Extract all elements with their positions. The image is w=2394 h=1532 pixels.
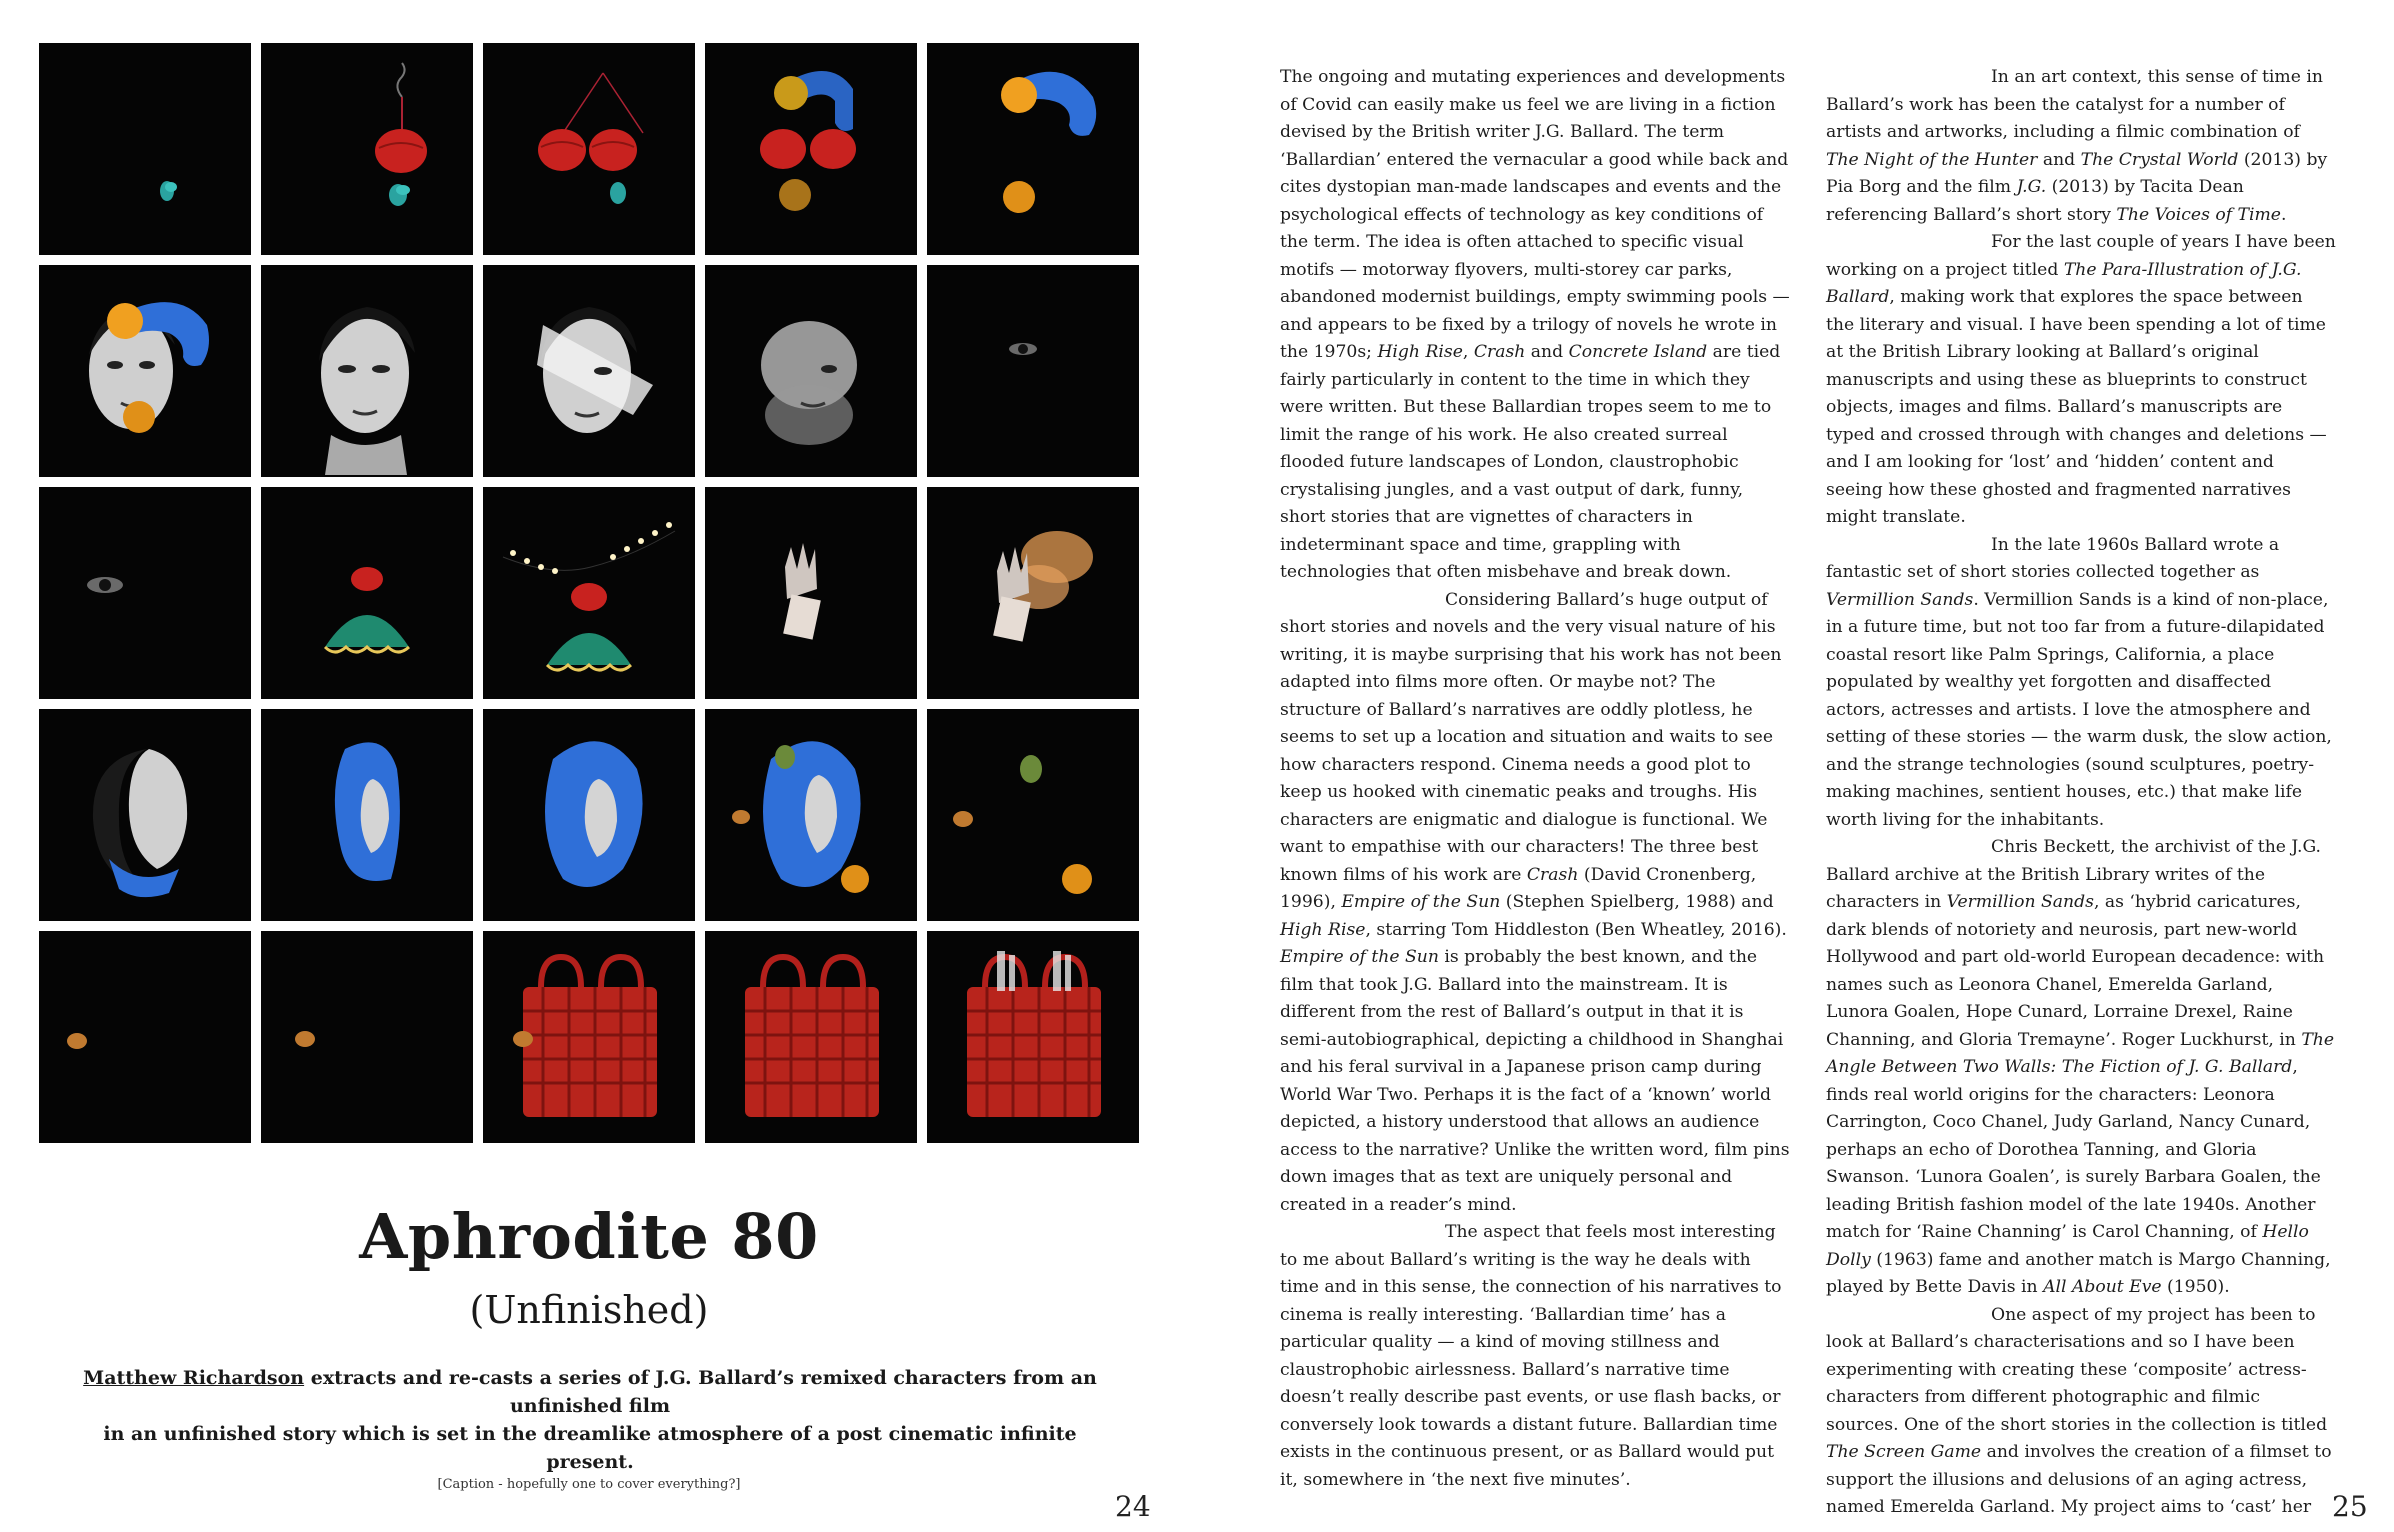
italic-title: Concrete Island [1568,342,1708,362]
paragraph [1826,229,2336,532]
grid-tile-r4c3 [483,709,695,921]
text-run: (2013) by Tacita Dean referencing Ballard’s short story [1826,177,2244,225]
page-number-left: 24 [1115,1490,1151,1523]
text-run: and [2037,149,2081,170]
grid-tile-r1c4 [705,43,917,255]
text-run: , finds real world origins for the characters: Leonora Carrington, Coco Chanel, Judy Garland, Nancy Cunard, perhaps an echo of Dorothea Tanning, and Gloria Swanson. ‘Lunora Goalen’, is surely Barbara Goalen, the leading British fashion model of the late 1940s. Another match for ‘Raine Channing’ is Carol Channing, of [1826,1057,2321,1242]
italic-title: Crash [1473,342,1526,362]
grid-tile-r3c1 [39,487,251,699]
text-run: and involves the creation of a filmset to support the illusions and delusions of an aging actress, named Emerelda Garland. My project aims to ‘cast’ her [1826,1442,2332,1517]
italic-title: J.G. [2016,177,2047,197]
paragraph [1280,64,1790,587]
italic-title: The Night of the Hunter [1826,149,2038,170]
italic-title: Hello Dolly [1826,1222,2309,1270]
italic-title: Vermillion Sands [1826,589,1974,610]
text-run: In an art context, this sense of time in Ballard’s work has been the catalyst for a number of artists and artworks, including a filmic combination of [1826,67,2323,142]
text-run: Considering Ballard’s huge output of short stories and novels and the very visual nature of his writing, it is maybe surprising that his work has not been adapted into films more often. Or maybe not? The structure of Ballard’s narratives are oddly plotless, he seems to set up a location and situation and waits to see how characters respond. Cinema needs a good plot to keep us hooked with cinematic peaks and troughs. His characters are enigmatic and dialogue is functional. We want to empathise with our characters! The three best known films of his work are [1280,589,1782,885]
grid-tile-r1c1 [39,43,251,255]
grid-tile-r4c1 [39,709,251,921]
italic-title: High Rise [1280,919,1366,940]
grid-tile-r4c5 [927,709,1139,921]
italic-title: Vermillion Sands [1946,892,2094,912]
article-subhead: (Unfinished) [469,1288,709,1332]
grid-tile-r3c3 [483,487,695,699]
grid-tile-r2c5 [927,265,1139,477]
standfirst-line2: in an unfinished story which is set in the dreamlike atmosphere of a post cinematic infinite present. [103,1423,1077,1473]
grid-tile-r5c3 [483,931,695,1143]
grid-tile-r1c2 [261,43,473,255]
text-run: (1963) fame and another match is Margo Channing, played by Bette Davis in [1826,1249,2331,1297]
paragraph [1280,587,1790,1220]
italic-title: Empire of the Sun [1280,947,1439,967]
text-run: , as ‘hybrid caricatures, dark blends of notoriety and neurosis, part new-world Hollywood and part old-world European decadence: with names such as Leonora Chanel, Emerelda Garland, Lunora Goalen, Hope Cunard, Lorraine Drexel, Raine Channing, and Gloria Tremayne’. Roger Luckhurst, in [1826,892,2325,1050]
text-run: . [2280,204,2287,225]
text-run: For the last couple of years I have been working on a project titled [1826,232,2336,280]
grid-tile-r3c2 [261,487,473,699]
text-run: (2013) by Pia Borg and the film [1826,149,2328,197]
text-run: , starring Tom Hiddleston (Ben Wheatley, 2016). [1365,919,1787,940]
grid-tile-r1c5 [927,43,1139,255]
italic-title: Empire of the Sun [1341,892,1501,912]
italic-title: The Screen Game [1826,1442,1982,1462]
grid-tile-r5c1 [39,931,251,1143]
author-link[interactable]: Matthew Richardson [83,1367,305,1389]
paragraph [1826,834,2336,1302]
standfirst [80,1364,1100,1476]
image-caption: [Caption - hopefully one to cover everything?] [437,1477,741,1492]
italic-title: Crash [1526,864,1579,885]
grid-tile-r5c2 [261,931,473,1143]
text-run: The ongoing and mutating experiences and developments of Covid can easily make us feel we are living in a fiction devised by the British writer J.G. Ballard. The term ‘Ballardian’ entered the vernacular a good while back and cites dystopian man-made landscapes and events and the psychological effects of technology as key conditions of the term. The idea is often attached to specific visual motifs — motorway flyovers, multi-storey car parks, abandoned modernist buildings, empty swimming pools — and appears to be fixed by a trilogy of novels he wrote in the 1970s; [1280,67,1790,362]
standfirst-line1: extracts and re-casts a series of J.G. Ballard’s remixed characters from an unfinished film [304,1367,1097,1417]
text-run: One aspect of my project has been to look at Ballard’s characterisations and so I have been experimenting with creating these ‘composite’ actress-characters from different photographic and filmic sources. One of the short stories in the collection is titled [1826,1304,2328,1435]
page-number-right: 25 [2332,1490,2368,1523]
text-run: Chris Beckett, the archivist of the J.G. Ballard archive at the British Library writes of the characters in [1826,837,2322,912]
italic-title: All About Eve [2043,1277,2162,1297]
italic-title: The Voices of Time [2116,204,2281,225]
grid-tile-r1c3 [483,43,695,255]
paragraph [1826,1302,2336,1522]
red-lantern [375,129,427,173]
text-run: is probably the best known, and the film that took J.G. Ballard into the mainstream. It is different from the rest of Ballard’s output in that it is semi-autobiographical, depicting a childhood in Shanghai and his feral survival in a Japanese prison camp during World War Two. Perhaps it is the fact of a ‘known’ world depicted, a history understood that allows an audience access to the narrative? Unlike the written word, film pins down images that as text are uniquely personal and created in a reader’s mind. [1280,947,1790,1215]
text-run: (Stephen Spielberg, 1988) and [1500,892,1774,912]
text-run: In the late 1960s Ballard wrote a fantastic set of short stories collected together as [1826,534,2280,582]
grid-tile-r2c3 [483,265,695,477]
paragraph [1280,1219,1790,1494]
article-column-2 [1826,64,2336,1522]
text-run: are tied fairly particularly in content to the time in which they were written. But these Ballardian tropes seem to me to limit the range of his work. He also created surreal flooded future landscapes of London, claustrophobic crystalising jungles, and a vast output of dark, funny, short stories that are vignettes of characters in indeterminant space and time, grappling with technologies that often misbehave and break down. [1280,342,1781,582]
text-run: . Vermillion Sands is a kind of non-place, in a future time, but not too far from a future-dilapidated coastal resort like Palm Springs, California, a place populated by wealthy yet forgotten and disaffected actors, actresses and artists. I love the atmosphere and setting of these stories — the warm dusk, the slow action, and the strange technologies (sound sculptures, poetry-making machines, sentient houses, etc.) that make life worth living for the inhabitants. [1826,589,2332,830]
italic-title: High Rise [1377,342,1463,362]
grid-tile-r3c4 [705,487,917,699]
article-headline: Aphrodite 80 [359,1200,819,1273]
grid-tile-r4c2 [261,709,473,921]
text-run: and [1525,342,1569,362]
grid-tile-r3c5 [927,487,1139,699]
text-run: , [1462,342,1474,362]
grid-tile-r2c1 [39,265,251,477]
text-run: , making work that explores the space between the literary and visual. I have been spending a lot of time at the British Library looking at Ballard’s original manuscripts and using these as blueprints to construct objects, images and films. Ballard’s manuscripts are typed and crossed through with changes and deletions — and I am looking for ‘lost’ and ‘hidden’ content and seeing how these ghosted and fragmented narratives might translate. [1826,287,2327,527]
paragraph [1826,532,2336,835]
grid-tile-r4c4 [705,709,917,921]
grid-tile-r2c2 [261,265,473,477]
paragraph [1826,64,2336,229]
text-run: The aspect that feels most interesting to me about Ballard’s writing is the way he deals with time and in this sense, the connection of his narratives to cinema is really interesting. ‘Ballardian time’ has a particular quality — a kind of moving stillness and claustrophobic airlessness. Ballard’s narrative time doesn’t really describe past events, or use flash backs, or conversely look towards a distant future. Ballardian time exists in the continuous present, or as Ballard would put it, somewhere in ‘the next five minutes’. [1280,1222,1782,1490]
grid-tile-r2c4 [705,265,917,477]
teal-object [160,181,177,201]
italic-title: The Crystal World [2080,149,2239,170]
text-run: (David Cronenberg, 1996), [1280,864,1757,912]
grid-tile-r5c4 [705,931,917,1143]
text-run: (1950). [2161,1277,2230,1297]
grid-tile-r5c5 [927,931,1139,1143]
italic-title: The Para-Illustration of J.G. Ballard [1826,259,2302,307]
article-column-1 [1280,64,1790,1494]
film-still-grid [39,43,1141,1143]
italic-title: The Angle Between Two Walls: The Fiction of J. G. Ballard [1826,1029,2335,1077]
